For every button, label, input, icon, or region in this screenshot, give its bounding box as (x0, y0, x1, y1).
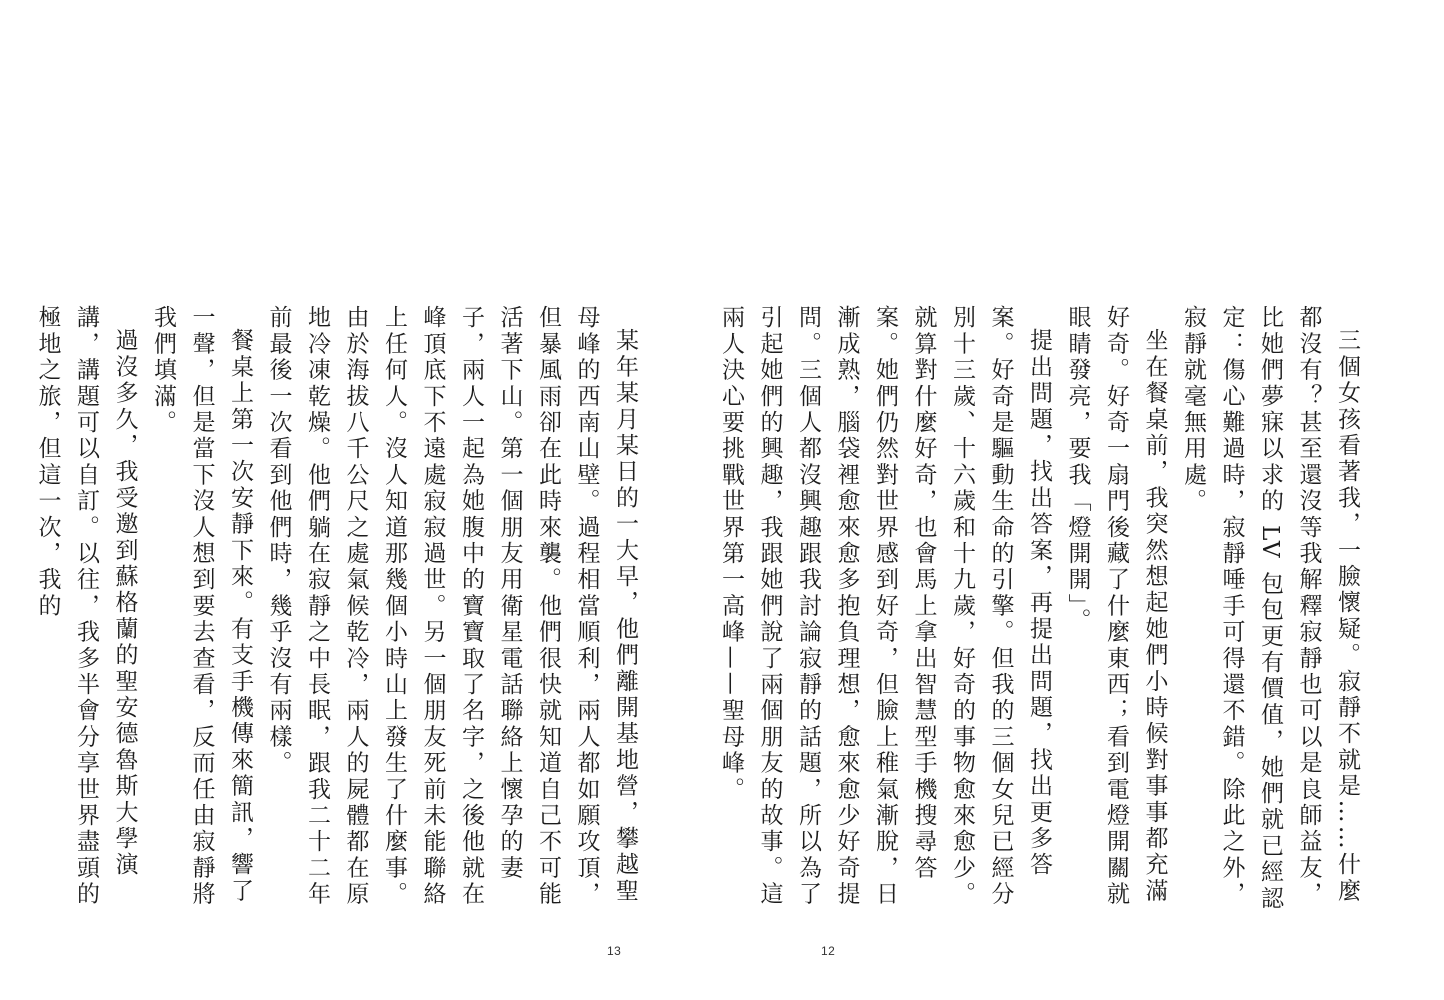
right-page-text (718, 305, 1366, 923)
paragraph: 過沒多久，我受邀到蘇格蘭的聖安德魯斯大學演講，講題可以自訂。以往，我多半會分享世界盡頭的極地之旅，但這一次，我的 (34, 305, 138, 908)
paragraph: 提出問題，找出答案，再提出問題，找出更多答案。好奇是驅動生命的引擎。但我的三個女兒已經分別十三歲、十六歲和十九歲，好奇的事物愈來愈少。就算對什麼好奇，也會馬上拿出智慧型手機搜尋答案。她們仍然對世界感到好奇，但臉上稚氣漸脫，日漸成熟，腦袋裡愈來愈多抱負理想，愈來愈少好奇提問。三個人都沒興趣跟我討論寂靜的話題，所以為了引起她們的興趣，我跟她們說了兩個朋友的故事。這兩人決心要挑戰世界第一高峰——聖母峰。 (718, 305, 1052, 908)
left-page-text (34, 305, 644, 923)
paragraph: 餐桌上第一次安靜下來。有支手機傳來簡訊，響了一聲，但是當下沒人想到要去查看，反而任由寂靜將我們填滿。 (150, 305, 253, 908)
right-page (718, 0, 1444, 1000)
paragraph: 某年某月某日的一大早，他們離開基地營，攀越聖母峰的西南山壁。過程相當順利，兩人都如願攻頂，但暴風雨卻在此時來襲。他們很快就知道自己不可能活著下山。第一個朋友用衛星電話聯絡上懷孕的妻子，兩人一起為她腹中的寶寶取了名字，之後他就在峰頂底下不遠處寂寂過世。另一個朋友死前未能聯絡上任何人。沒人知道那幾個小時山上發生了什麼事。由於海拔八千公尺之處氣候乾冷，兩人的屍體都在原地冷凍乾燥。他們躺在寂靜之中長眠，跟我二十二年前最後一次看到他們時，幾乎沒有兩樣。 (265, 305, 638, 908)
paragraph: 坐在餐桌前，我突然想起她們小時候對事事都充滿好奇。好奇一扇門後藏了什麼東西；看到電燈開關就眼睛發亮，要我「燈開開」。 (1064, 305, 1168, 908)
page-number: 13 (607, 944, 622, 958)
paragraph: 三個女孩看著我，一臉懷疑。寂靜不就是……什麼都沒有？甚至還沒等我解釋寂靜也可以是良師益友，比她們夢寐以求的 LV 包包更有價值，她們就已經認定：傷心難過時，寂靜唾手可得還不錯。除此之外，寂靜就毫無用處。 (1180, 305, 1360, 912)
page-number: 12 (821, 944, 836, 958)
